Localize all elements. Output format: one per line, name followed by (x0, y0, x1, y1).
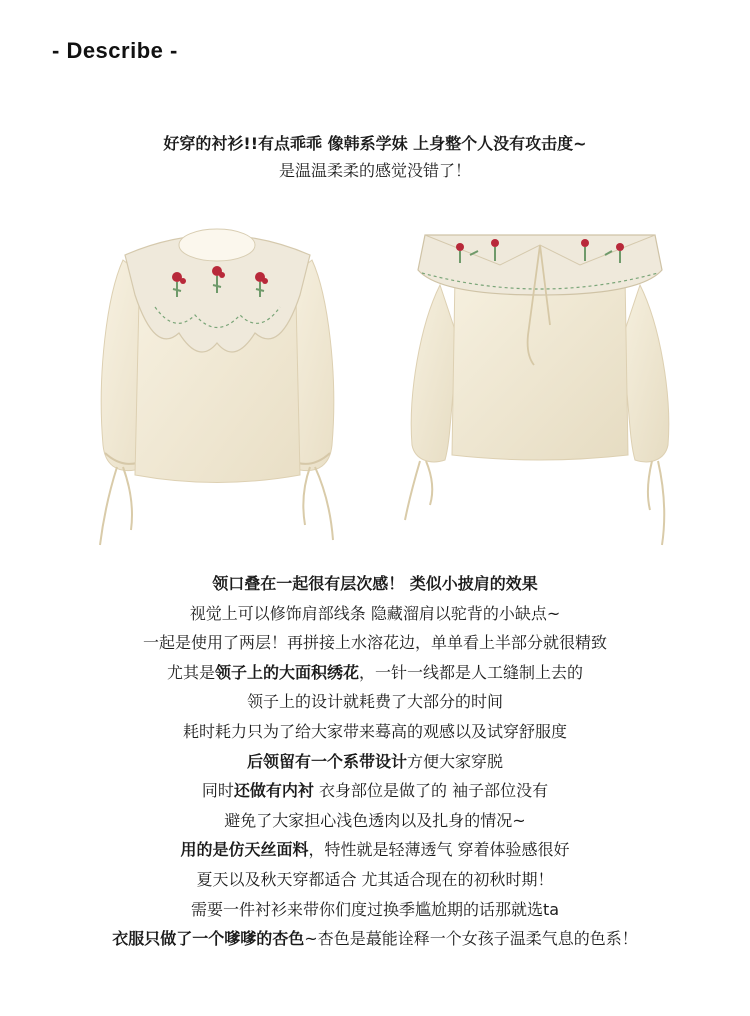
description-line (0, 628, 750, 658)
body-text-segment: 尤其是 (166, 662, 215, 682)
description-line (0, 747, 750, 777)
body-text-segment: ~杏色是蕞能诠释一个女孩子温柔气息的色系！ (304, 929, 638, 949)
emphasis-text: 领子上的大面积绣花 (214, 662, 359, 682)
description-line (0, 717, 750, 747)
body-text-segment: 一起是使用了两层！再拼接上水溶花边，单单看上半部分就很精致 (142, 633, 607, 653)
body-text-segment: 耗时耗力只为了给大家带来蓦高的观感以及试穿舒服度 (182, 721, 567, 741)
description-line (0, 658, 750, 688)
description-line (0, 776, 750, 806)
description-line (0, 924, 750, 954)
emphasis-text: 用的是仿天丝面料 (180, 840, 309, 860)
intro-line-1: 好穿的衬衫!!有点乖乖 像韩系学妹 上身整个人没有攻击度~ (163, 134, 587, 153)
body-text-segment: 同时 (201, 781, 234, 801)
intro-text (0, 130, 750, 184)
body-text-segment: 衣身部位是做了的 袖子部位没有 (313, 781, 549, 801)
body-text-segment: 夏天以及秋天穿都适合 尤其适合现在的初秋时期！ (196, 869, 554, 889)
intro-line-2: 是温温柔柔的感觉没错了！ (278, 161, 471, 180)
body-text-segment: ，一针一线都是人工缝制上去的 (359, 662, 584, 682)
description-line (0, 569, 750, 599)
emphasis-text: 后领留有一个系带设计 (246, 751, 407, 771)
emphasis-text: 还做有内衬 (233, 781, 314, 801)
body-text-segment: 方便大家穿脱 (407, 751, 504, 771)
product-photos (0, 205, 750, 565)
section-heading: - Describe - (52, 38, 178, 63)
description-line (0, 687, 750, 717)
description-line (0, 599, 750, 629)
description-line (0, 865, 750, 895)
body-text-segment: 避免了大家担心浅色透肉以及扎身的情况~ (224, 810, 526, 830)
description-line (0, 835, 750, 865)
description-body (0, 569, 750, 954)
emphasis-text: 衣服只做了一个嗲嗲的杏色 (112, 929, 305, 949)
emphasis-text: 领口叠在一起很有层次感！ 类似小披肩的效果 (212, 574, 538, 593)
blouse-back-image (400, 215, 680, 560)
body-text-segment: 视觉上可以修饰肩部线条 隐藏溜肩以驼背的小缺点~ (189, 603, 561, 623)
body-text-segment: ，特性就是轻薄透气 穿着体验感很好 (308, 840, 570, 860)
body-text-segment: 领子上的设计就耗费了大部分的时间 (246, 692, 503, 712)
description-line (0, 895, 750, 925)
body-text-segment: 需要一件衬衫来带你们度过换季尴尬期的话那就选ta (190, 899, 560, 919)
description-line (0, 806, 750, 836)
blouse-front-image (95, 215, 340, 555)
